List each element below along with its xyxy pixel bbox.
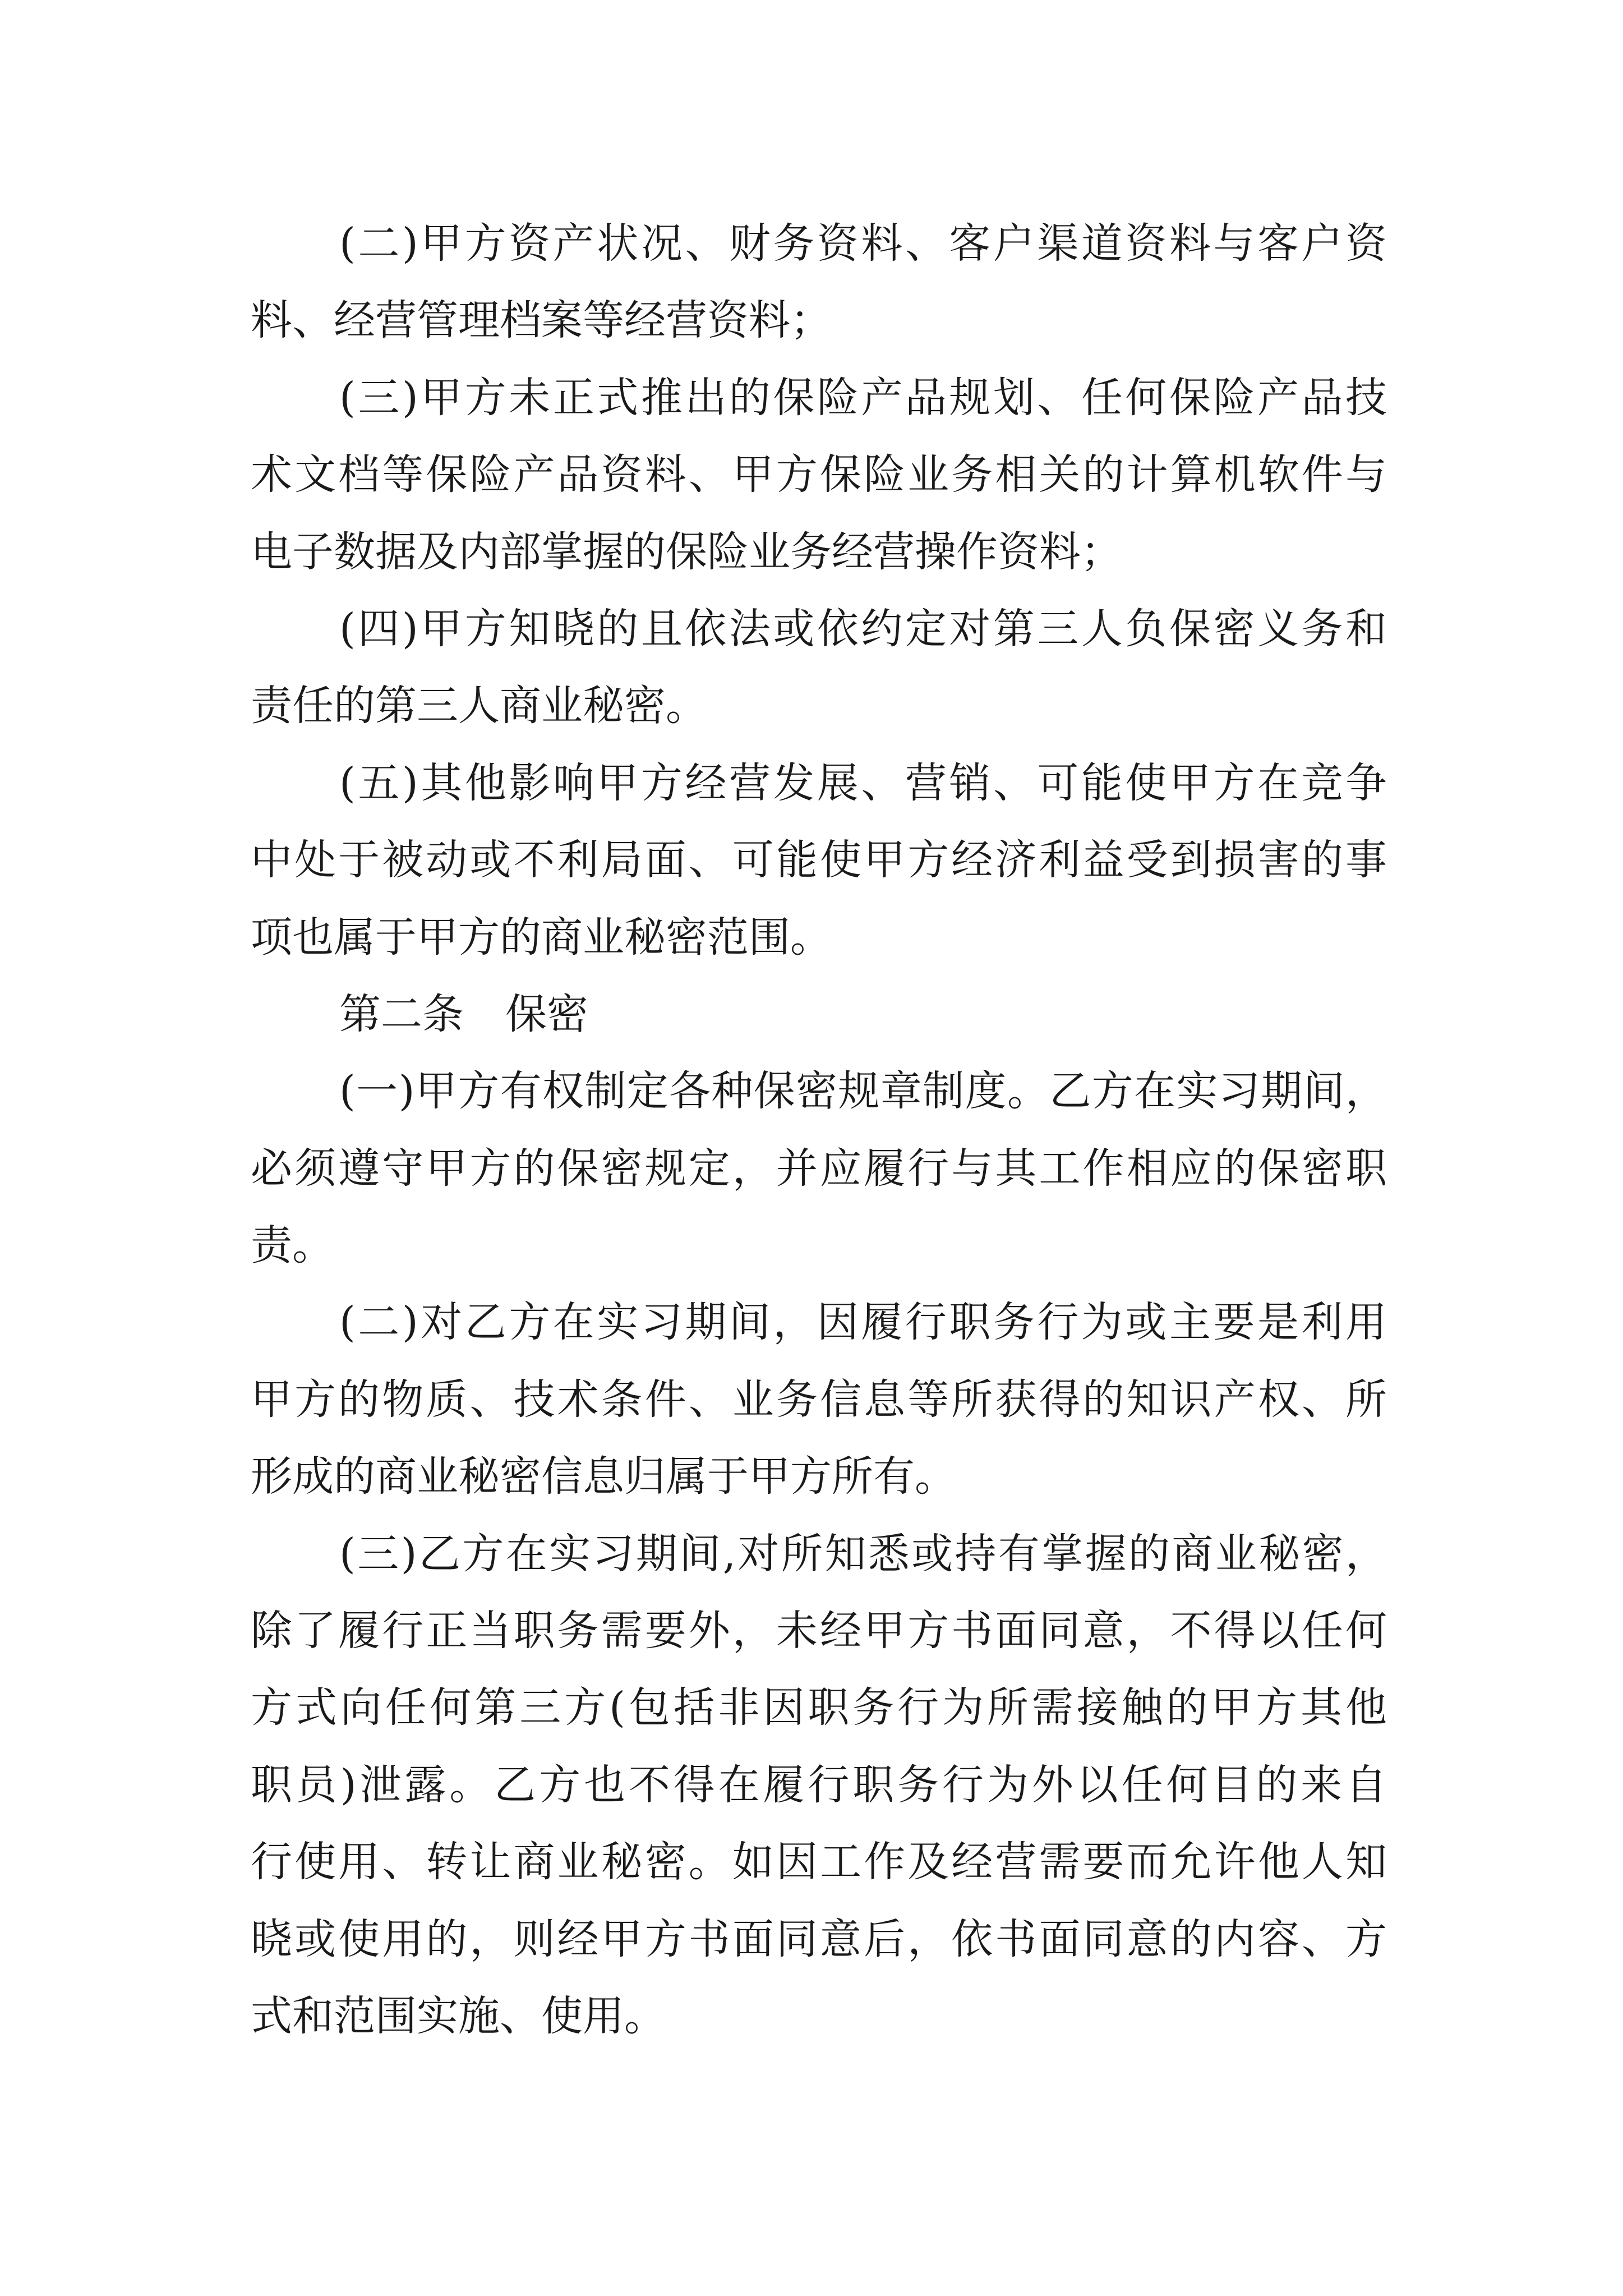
text-line: 方式向任何第三方(包括非因职务行为所需接触的甲方其他 (251, 1683, 1387, 1732)
article-heading (251, 976, 1387, 1053)
text-line: 责。 (251, 1221, 334, 1270)
paragraph-item-3 (251, 360, 1387, 591)
text-line: 晓或使用的，则经甲方书面同意后，依书面同意的内容、方 (251, 1915, 1387, 1963)
article-title: 第二条 保密 (339, 990, 588, 1038)
text-line: 术文档等保险产品资料、甲方保险业务相关的计算机软件与 (251, 450, 1387, 499)
text-line: (五)其他影响甲方经营发展、营销、可能使甲方在竞争 (339, 758, 1387, 807)
text-line: (二)对乙方在实习期间，因履行职务行为或主要是利用 (339, 1298, 1387, 1347)
text-line: 必须遵守甲方的保密规定，并应履行与其工作相应的保密职 (251, 1144, 1387, 1193)
text-line: 电子数据及内部掌握的保险业务经营操作资料； (251, 527, 1122, 576)
paragraph-item-2b (251, 1284, 1387, 1515)
text-line: (二)甲方资产状况、财务资料、客户渠道资料与客户资 (339, 219, 1387, 268)
text-line: 责任的第三人商业秘密。 (251, 682, 707, 730)
paragraph-item-4 (251, 591, 1387, 745)
text-line: 行使用、转让商业秘密。如因工作及经营需要而允许他人知 (251, 1838, 1387, 1887)
text-line: 式和范围实施、使用。 (251, 1991, 666, 2040)
text-line: 中处于被动或不利局面、可能使甲方经济利益受到损害的事 (251, 836, 1387, 885)
paragraph-item-5 (251, 745, 1387, 976)
text-line: (三)甲方未正式推出的保险产品规划、任何保险产品技 (339, 373, 1387, 422)
text-line: 除了履行正当职务需要外，未经甲方书面同意，不得以任何 (251, 1607, 1387, 1655)
paragraph-item-3b (251, 1516, 1387, 2055)
text-line: 甲方的物质、技术条件、业务信息等所获得的知识产权、所 (251, 1375, 1387, 1424)
text-line: (一)甲方有权制定各种保密规章制度。乙方在实习期间， (339, 1067, 1387, 1116)
text-line: 项也属于甲方的商业秘密范围。 (251, 913, 832, 961)
text-line: 职员)泄露。乙方也不得在履行职务行为外以任何目的来自 (251, 1760, 1387, 1809)
text-line: (三)乙方在实习期间,对所知悉或持有掌握的商业秘密， (339, 1529, 1387, 1578)
text-line: 料、经营管理档案等经营资料； (251, 296, 832, 345)
text-line: 形成的商业秘密信息归属于甲方所有。 (251, 1452, 956, 1501)
text-line: (四)甲方知晓的且依法或依约定对第三人负保密义务和 (339, 604, 1387, 653)
paragraph-item-2 (251, 205, 1387, 360)
document-body (251, 205, 1387, 2055)
paragraph-item-1 (251, 1053, 1387, 1284)
